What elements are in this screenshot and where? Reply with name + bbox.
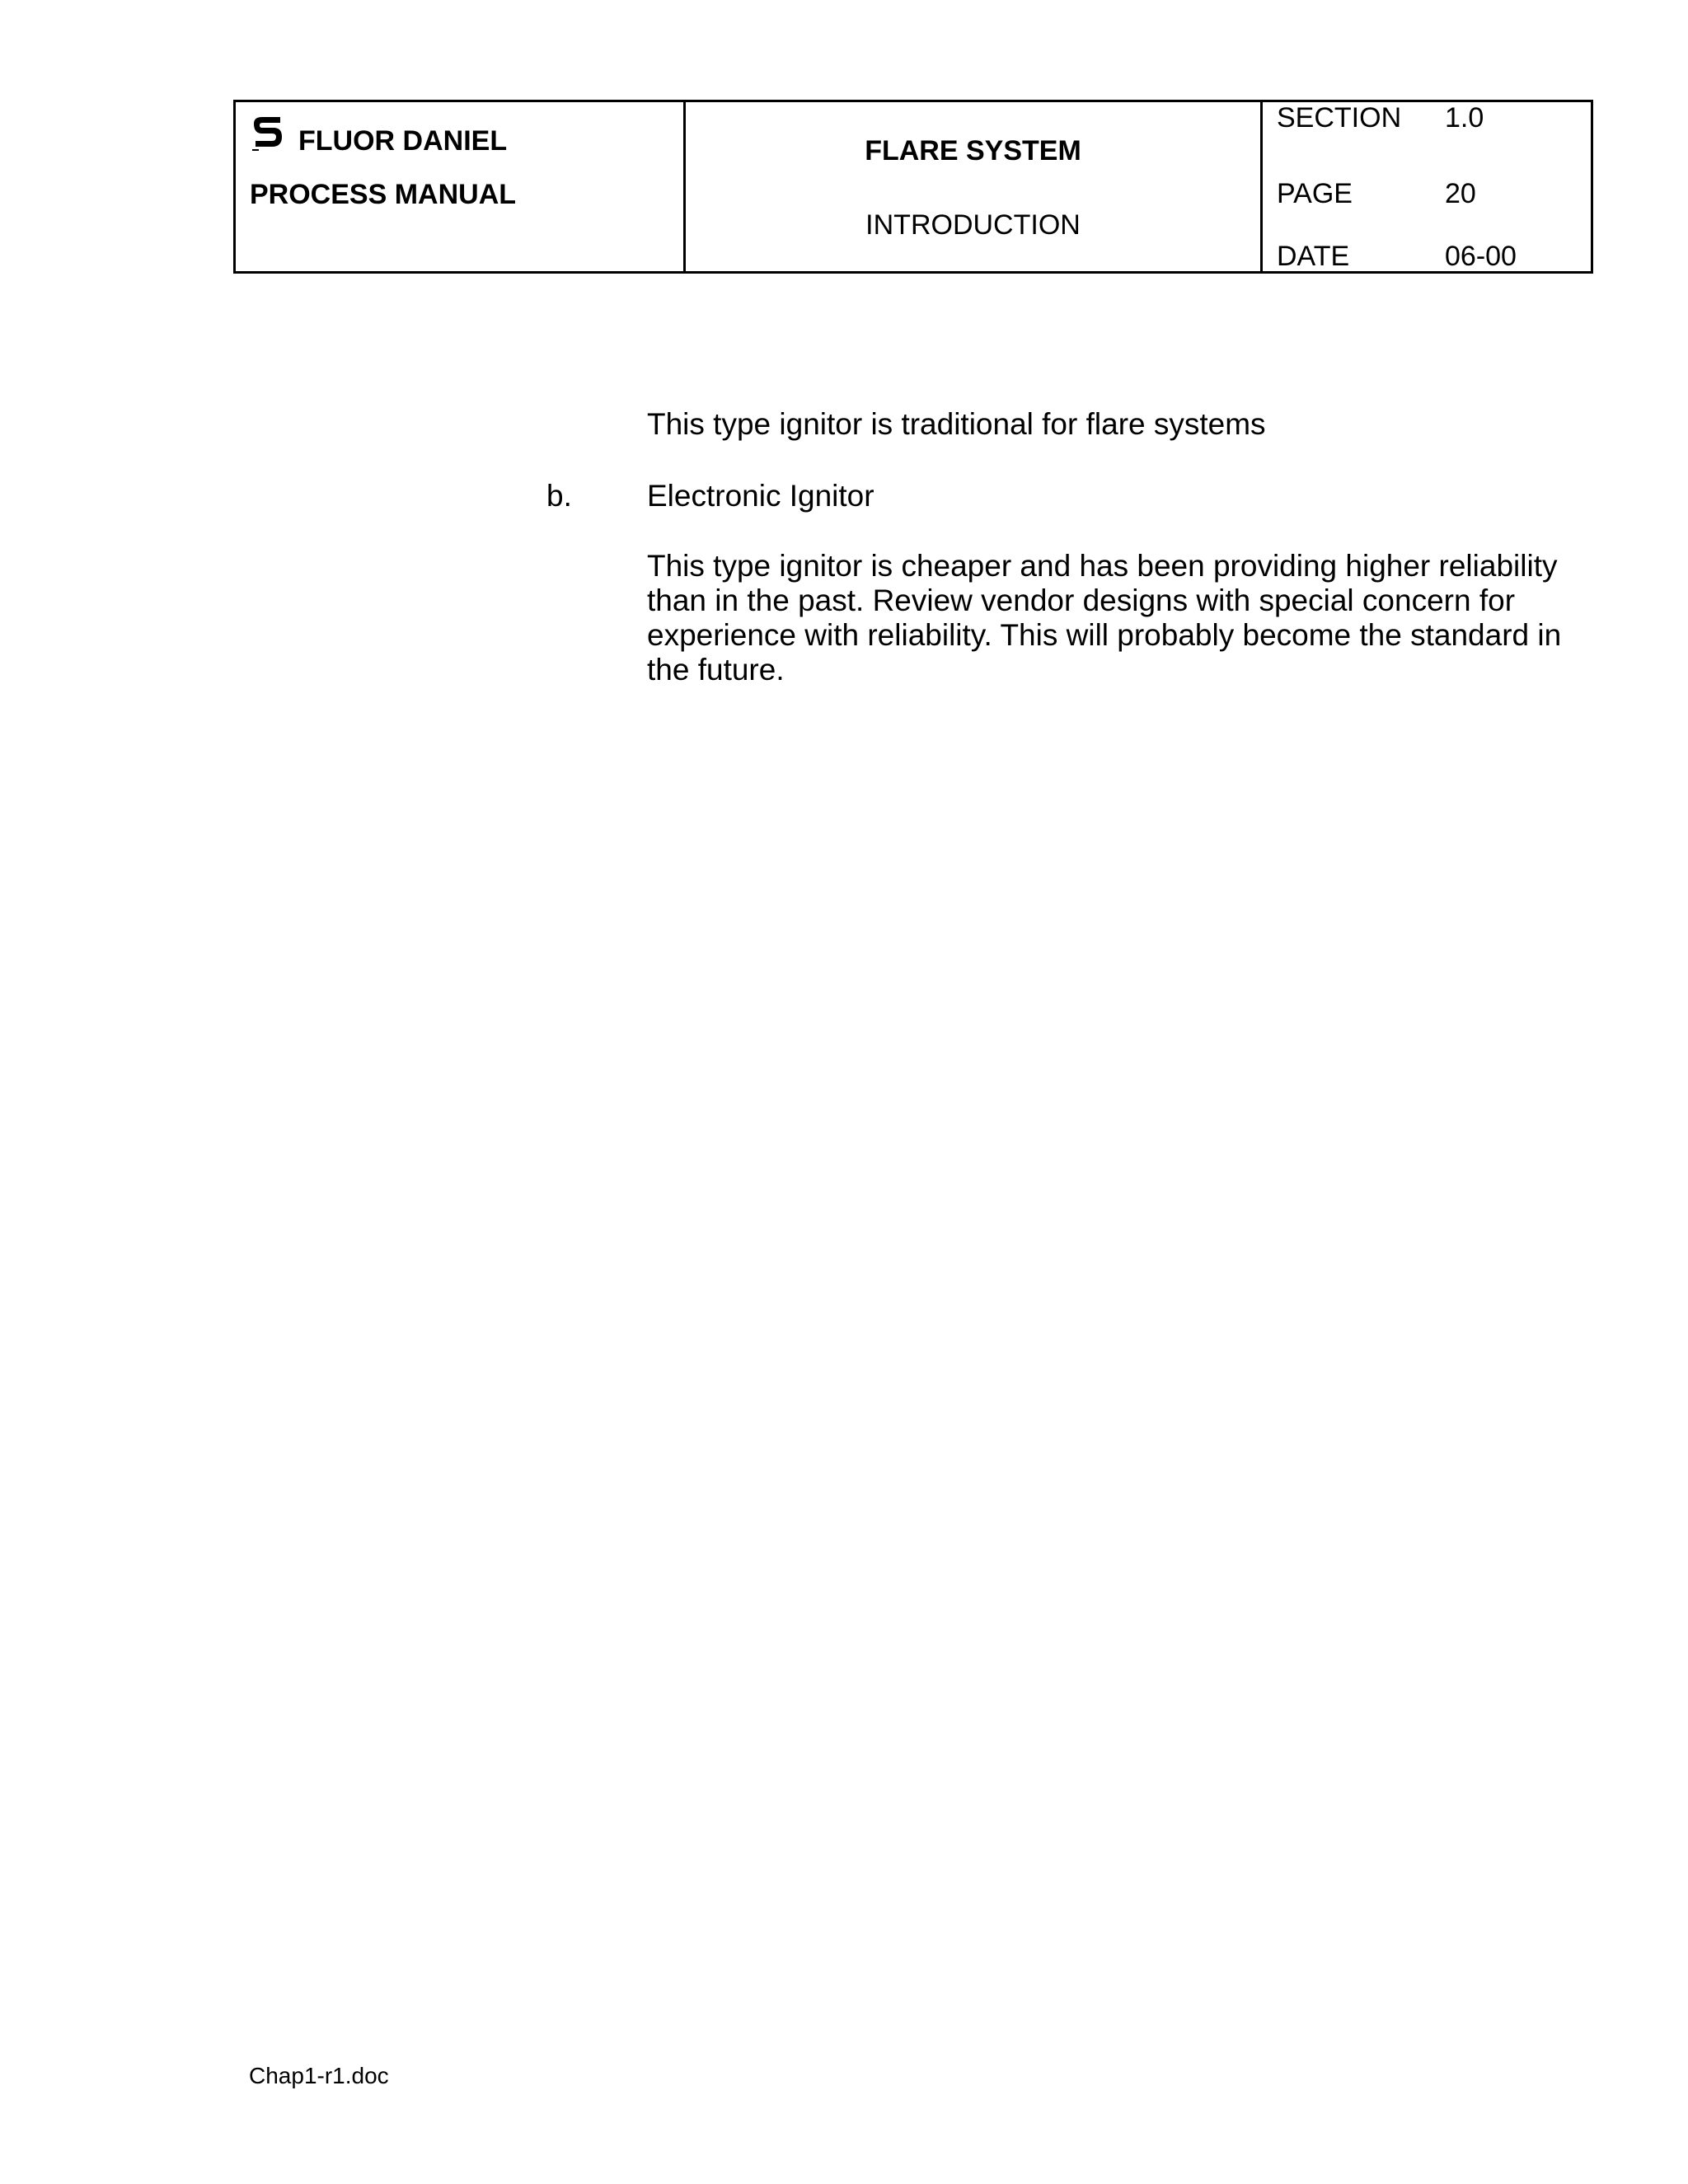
header-title-cell <box>686 102 1263 271</box>
document-subtitle: INTRODUCTION <box>865 209 1081 241</box>
footer-filename: Chap1-r1.doc <box>249 2063 389 2088</box>
company-row <box>249 110 507 157</box>
page-label: PAGE <box>1277 178 1353 209</box>
page-row <box>1277 178 1476 210</box>
date-label: DATE <box>1277 241 1350 272</box>
section-value: 1.0 <box>1445 102 1484 134</box>
paragraph-electronic-ignitor: This type ignitor is cheaper and has been providing higher reliability than in the past. Review vendor designs with special concern for experience with reliability. This will probably become the standard in the future. <box>647 549 1562 687</box>
list-item-electronic-ignitor: Electronic Ignitor <box>647 479 874 513</box>
document-title: FLARE SYSTEM <box>865 135 1081 166</box>
document-header-table <box>233 100 1593 274</box>
section-row <box>1277 102 1484 134</box>
manual-label: PROCESS MANUAL <box>250 179 517 210</box>
header-meta-cell <box>1263 102 1591 271</box>
page-value: 20 <box>1445 178 1476 209</box>
company-name: FLUOR DANIEL <box>298 125 508 157</box>
header-company-cell <box>236 102 686 271</box>
date-value: 06-00 <box>1445 241 1517 272</box>
paragraph-traditional-ignitor: This type ignitor is traditional for flare systems <box>647 407 1266 441</box>
section-label: SECTION <box>1277 102 1402 134</box>
date-row <box>1277 241 1517 273</box>
fluor-daniel-logo-icon <box>249 115 285 153</box>
list-marker-b: b. <box>546 479 572 513</box>
